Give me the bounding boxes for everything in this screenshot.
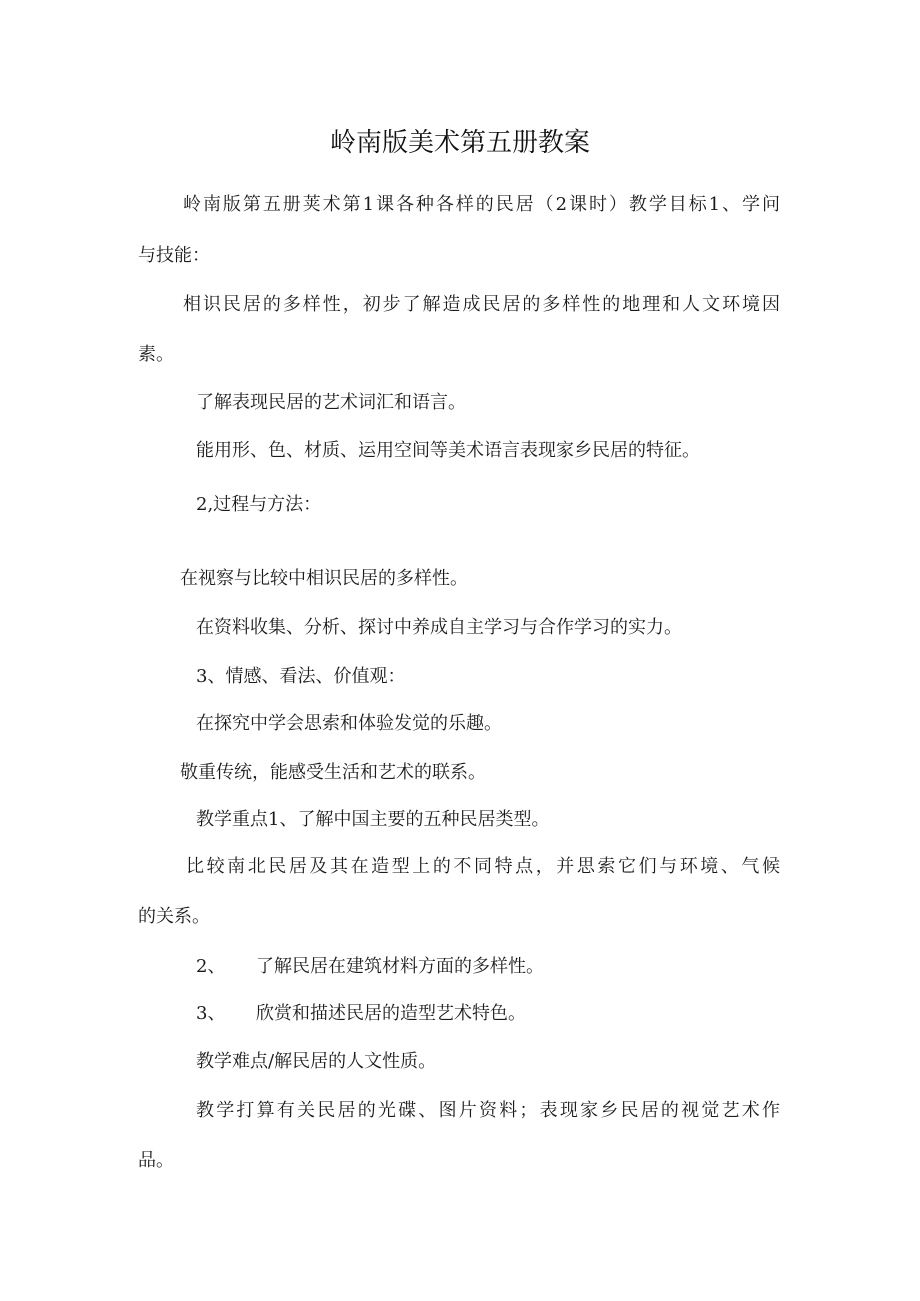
section-heading-emotion: 3、情感、看法、价值观： — [196, 666, 406, 687]
paragraph-line-key-point-1: 教学重点1、了解中国主要的五种民居类型。 — [196, 809, 550, 830]
paragraph-line-objective-3: 能用形、色、材质、运用空间等美术语言表现家乡民居的特征。 — [196, 440, 700, 461]
paragraph-line-key-point-compare-cont: 的关系。 — [138, 906, 210, 927]
paragraph-line-emotion-2: 敬重传统，能感受生活和艺术的联系。 — [180, 762, 486, 783]
paragraph-line-process-2: 在资料收集、分析、探讨中养成自主学习与合作学习的实力。 — [196, 617, 682, 638]
paragraph-line-key-point-3: 欣赏和描述民居的造型艺术特色。 — [256, 1003, 526, 1024]
paragraph-line-objective-2: 了解表现民居的艺术词汇和语言。 — [196, 392, 466, 413]
paragraph-line-process-1: 在视察与比较中相识民居的多样性。 — [180, 568, 468, 589]
paragraph-line-emotion-1: 在探究中学会思索和体验发觉的乐趣。 — [196, 713, 502, 734]
paragraph-line-intro-cont: 与技能： — [138, 245, 210, 266]
document-title: 岭南版美术第五册教案 — [329, 128, 590, 158]
paragraph-line-intro: 岭南版第五册荚术第1课各种各样的民居（2课时）教学目标1、学问 — [183, 194, 780, 215]
paragraph-line-key-point-2: 了解民居在建筑材料方面的多样性。 — [256, 956, 544, 977]
paragraph-line-preparation: 教学打算有关民居的光碟、图片资料；表现家乡民居的视觉艺术作 — [196, 1100, 780, 1121]
list-number-2: 2、 — [196, 956, 226, 977]
paragraph-line-objective-1: 相识民居的多样性，初步了解造成民居的多样性的地理和人文环境因 — [183, 294, 780, 315]
paragraph-line-objective-1-cont: 素。 — [138, 344, 174, 365]
list-number-3: 3、 — [196, 1003, 226, 1024]
paragraph-line-difficulty: 教学难点/解民居的人文性质。 — [196, 1051, 437, 1072]
paragraph-line-key-point-compare: 比较南北民居及其在造型上的不同特点，并思索它们与环境、气候 — [186, 856, 780, 877]
section-heading-process: 2,过程与方法： — [196, 494, 322, 515]
paragraph-line-preparation-cont: 品。 — [138, 1150, 174, 1171]
